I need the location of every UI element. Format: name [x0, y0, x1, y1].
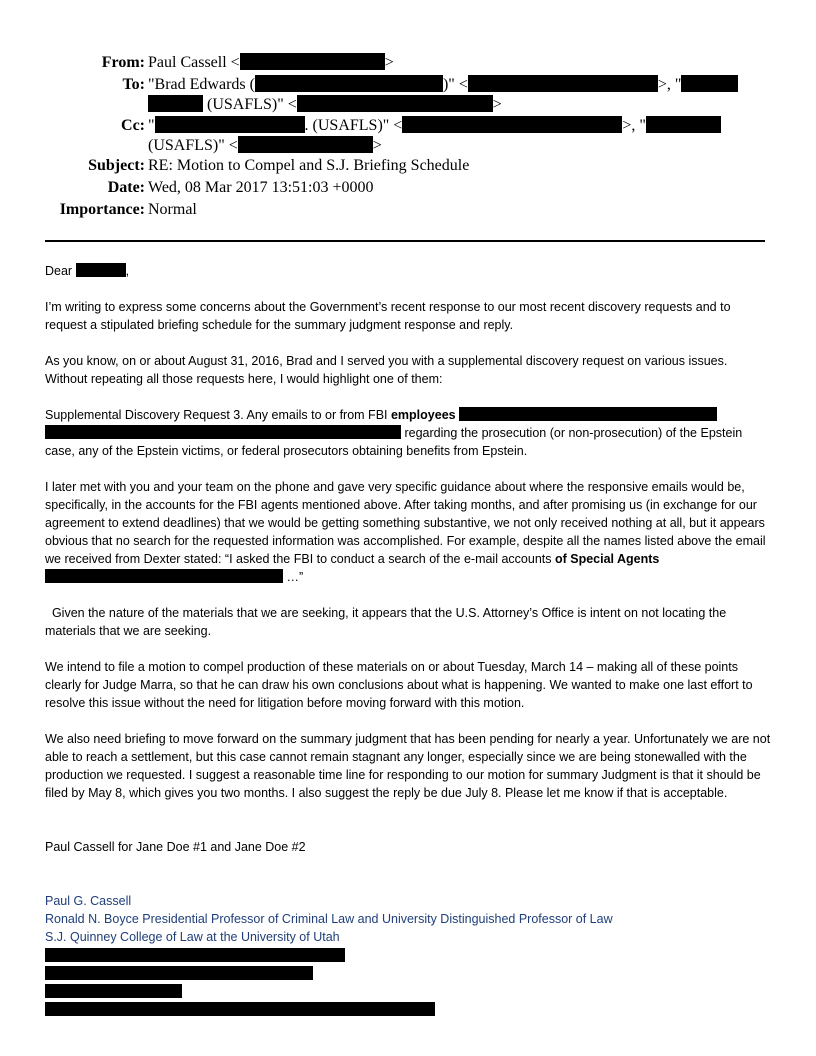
signature-name: Paul G. Cassell	[45, 894, 132, 908]
from-value: Paul Cassell <	[148, 54, 240, 71]
paragraph: We intend to file a motion to compel production of these materials on or about Tuesday, March 14 – making all of these points clearly for Judge Marra, so that he can draw his own conclusions about what is happening. We wanted to make one last effort to resolve this issue without the need for litigation before moving forward with this motion.	[45, 660, 753, 710]
redaction	[45, 966, 313, 980]
cc-row: Cc: " . (USAFLS)" < >, " (USAFLS)" < >	[0, 116, 800, 156]
redaction	[148, 95, 203, 112]
redaction	[297, 95, 493, 112]
redaction	[255, 75, 443, 92]
paragraph: Given the nature of the materials that we are seeking, it appears that the U.S. Attorney’s Office is intent on not locating the materials that we are seeking.	[45, 606, 730, 638]
redaction	[240, 53, 385, 70]
importance-value: Normal	[148, 201, 197, 218]
date-value: Wed, 08 Mar 2017 13:51:03 +0000	[148, 179, 374, 196]
redaction	[238, 136, 373, 153]
from-row: From: Paul Cassell < >	[101, 54, 394, 71]
redaction	[45, 425, 401, 439]
to-label: To:	[122, 76, 145, 93]
subject-label: Subject:	[88, 157, 145, 174]
discovery-request: Supplemental Discovery Request 3. Any emails to or from FBI employees regarding the prosecution (or non-prosecution) of the Epstein case, any of the Epstein victims, or federal prosecutors obtaining benefits from Epstein.	[45, 408, 743, 458]
importance-row	[0, 200, 800, 220]
redaction	[45, 984, 182, 998]
redaction	[45, 569, 283, 583]
redaction	[45, 1002, 435, 1016]
redaction	[155, 116, 305, 133]
paragraph: I’m writing to express some concerns about the Government’s recent response to our most recent discovery requests and to request a stipulated briefing schedule for the summary judgment response and reply.	[45, 300, 731, 332]
importance-label: Importance:	[59, 201, 145, 218]
paragraph: I later met with you and your team on the phone and gave very specific guidance about where the responsive emails would be, specifically, in the accounts for the FBI agents mentioned above. After taking months, and after promising us (in exchange for our agreement to extend deadlines) that we would be getting something substantive, we not only received nothing at all, but it appears obvious that no search for the requested information was accomplished. For example, despite all the names listed above the email we received from Dexter stated: “I asked the FBI to conduct a search of the e-mail accounts of Special Agents …”	[45, 480, 766, 584]
paragraph: We also need briefing to move forward on the summary judgment that has been pending for nearly a year. Unfortunately we are not able to reach a settlement, but this case cannot remain stagnant any longer, especially since we are being stonewalled with the production we requested. I suggest a reasonable time line for responding to our motion for summary Judgment is that it should be filed by May 8, which gives you two months. I also suggest the reply be due July 8. Please let me know if that is acceptable.	[45, 732, 771, 800]
redaction	[468, 75, 658, 92]
signature-title: Ronald N. Boyce Presidential Professor of Criminal Law and University Distinguished Professor of Law	[45, 912, 613, 926]
redaction	[646, 116, 721, 133]
redaction	[45, 948, 345, 962]
from-label: From:	[101, 54, 145, 71]
subject-value: RE: Motion to Compel and S.J. Briefing Schedule	[148, 157, 470, 174]
signature-school: S.J. Quinney College of Law at the University of Utah	[45, 930, 340, 944]
subject-row	[0, 156, 800, 176]
closing: Paul Cassell for Jane Doe #1 and Jane Doe #2	[45, 840, 306, 854]
cc-label: Cc:	[121, 117, 145, 134]
header-divider	[45, 240, 765, 242]
paragraph: As you know, on or about August 31, 2016, Brad and I served you with a supplemental discovery request on various issues. Without repeating all those requests here, I would highlight one of them:	[45, 354, 728, 386]
redaction	[459, 407, 717, 421]
to-row: To: "Brad Edwards ( )" < >, " (USAFLS)" < >	[0, 75, 800, 115]
redaction	[76, 263, 126, 277]
date-label: Date:	[107, 179, 145, 196]
date-row	[0, 178, 800, 198]
redaction	[681, 75, 738, 92]
redaction	[402, 116, 622, 133]
greeting: Dear ,	[45, 264, 130, 278]
